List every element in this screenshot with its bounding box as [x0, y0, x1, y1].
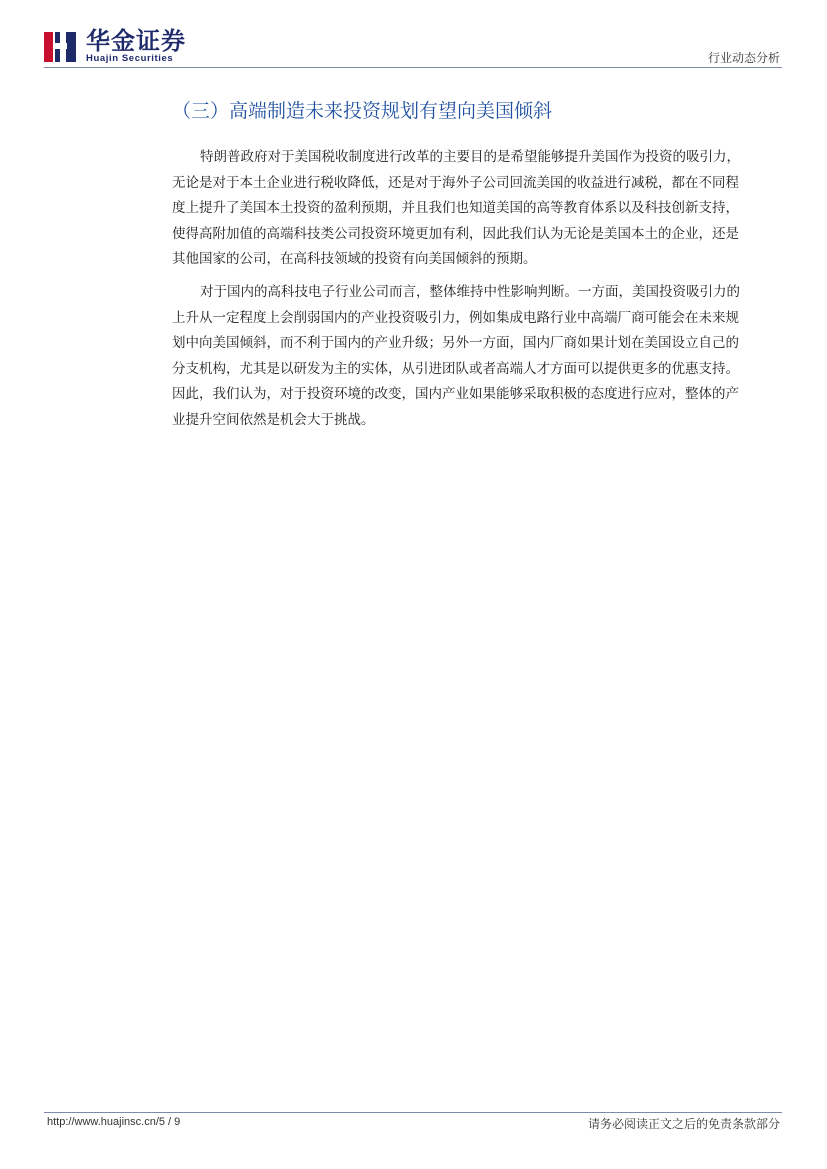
body-paragraph-2	[172, 280, 780, 434]
paragraph-line: 因此，我们认为，对于投资环境的改变，国内产业如果能够采取积极的态度进行应对，整体的产	[172, 386, 739, 403]
paragraph-line: 使得高附加值的高端科技类公司投资环境更加有利，因此我们认为无论是美国本土的企业，还是	[172, 225, 739, 242]
logo-chinese-name: 华金证券	[86, 27, 186, 55]
paragraph-line: 无论是对于本土企业进行税收降低，还是对于海外子公司回流美国的收益进行减税，都在不同程	[172, 174, 739, 191]
paragraph-line: 上升从一定程度上会削弱国内的产业投资吸引力，例如集成电路行业中高端厂商可能会在未来规	[172, 309, 739, 326]
company-logo	[44, 28, 194, 64]
paragraph-line: 度上提升了美国本土投资的盈利预期，并且我们也知道美国的高等教育体系以及科技创新支持，	[172, 200, 739, 217]
report-type-label: 行业动态分析	[707, 51, 780, 65]
footer-divider	[44, 1112, 782, 1113]
page-header	[0, 0, 827, 70]
body-paragraph-1	[172, 145, 780, 273]
paragraph-line: 特朗普政府对于美国税收制度进行改革的主要目的是希望能够提升美国作为投资的吸引力，	[200, 149, 740, 165]
paragraph-line: 对于国内的高科技电子行业公司而言，整体维持中性影响判断。一方面，美国投资吸引力的	[200, 284, 740, 300]
footer-disclaimer: 请务必阅读正文之后的免责条款部分	[587, 1117, 780, 1131]
section-heading: （三）高端制造未来投资规划有望向美国倾斜	[172, 100, 553, 122]
paragraph-line: 划中向美国倾斜，而不利于国内的产业升级；另外一方面，国内厂商如果计划在美国设立自己的	[172, 335, 739, 352]
header-divider	[44, 67, 782, 68]
logo-english-name: Huajin Securities	[86, 53, 174, 64]
huajin-logo-icon	[44, 30, 76, 62]
paragraph-line: 其他国家的公司，在高科技领域的投资有向美国倾斜的预期。	[172, 251, 537, 268]
footer-url-page-number[interactable]: http://www.huajinsc.cn/5 / 9	[47, 1116, 181, 1128]
paragraph-line: 业提升空间依然是机会大于挑战。	[172, 411, 375, 428]
paragraph-line: 分支机构，尤其是以研发为主的实体，从引进团队或者高端人才方面可以提供更多的优惠支持。	[172, 360, 739, 377]
